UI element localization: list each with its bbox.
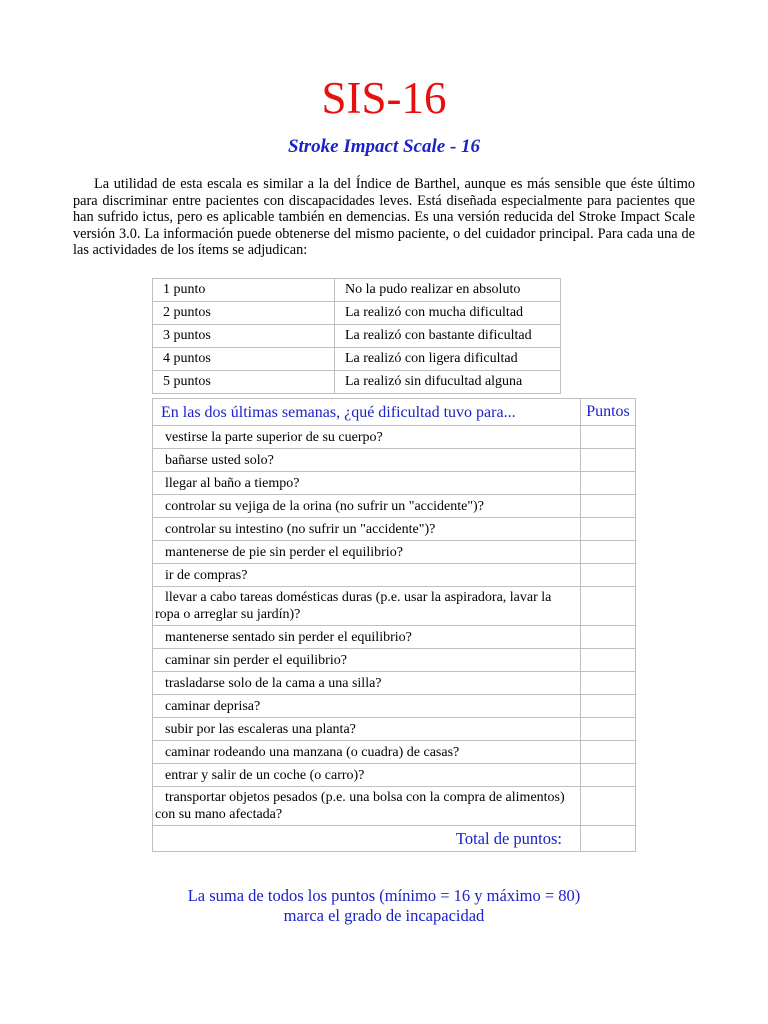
points-cell[interactable] <box>581 764 636 787</box>
points-header: Puntos <box>581 399 636 426</box>
page-subtitle: Stroke Impact Scale - 16 <box>287 136 481 157</box>
question-cell <box>153 518 581 541</box>
points-cell[interactable] <box>581 518 636 541</box>
points-cell[interactable] <box>581 449 636 472</box>
legend-description: La realizó sin difucultad alguna <box>335 371 561 394</box>
points-cell[interactable] <box>581 564 636 587</box>
question-text: mantenerse de pie sin perder el equilibrio? <box>165 544 403 560</box>
question-text: llegar al baño a tiempo? <box>165 475 300 491</box>
question-cell <box>153 449 581 472</box>
total-label: Total de puntos: <box>153 826 581 852</box>
table-row <box>153 695 636 718</box>
points-cell[interactable] <box>581 626 636 649</box>
question-cell <box>153 472 581 495</box>
legend-row <box>153 371 561 394</box>
points-cell[interactable] <box>581 587 636 626</box>
points-cell[interactable] <box>581 787 636 826</box>
table-row <box>153 672 636 695</box>
legend-row <box>153 279 561 302</box>
question-cell <box>153 626 581 649</box>
question-header: En las dos últimas semanas, ¿qué dificultad tuvo para... <box>153 399 581 426</box>
table-row <box>153 787 636 826</box>
points-cell[interactable] <box>581 472 636 495</box>
total-row <box>153 826 636 852</box>
scoring-legend-table <box>152 278 561 394</box>
table-row <box>153 718 636 741</box>
question-text: entrar y salir de un coche (o carro)? <box>165 767 365 783</box>
legend-description: La realizó con ligera dificultad <box>335 348 561 371</box>
points-cell[interactable] <box>581 541 636 564</box>
question-text: subir por las escaleras una planta? <box>165 721 356 737</box>
legend-score: 1 punto <box>153 279 335 302</box>
total-points-cell[interactable] <box>581 826 636 852</box>
question-text: trasladarse solo de la cama a una silla? <box>165 675 382 691</box>
question-cell <box>153 649 581 672</box>
footer-note <box>0 886 768 925</box>
question-text: caminar rodeando una manzana (o cuadra) de casas? <box>165 744 460 760</box>
table-row <box>153 764 636 787</box>
legend-row <box>153 325 561 348</box>
table-row <box>153 564 636 587</box>
table-row <box>153 449 636 472</box>
question-cell <box>153 787 581 826</box>
legend-description: La realizó con bastante dificultad <box>335 325 561 348</box>
points-cell[interactable] <box>581 718 636 741</box>
points-cell[interactable] <box>581 741 636 764</box>
legend-row <box>153 348 561 371</box>
question-cell <box>153 587 581 626</box>
legend-row <box>153 302 561 325</box>
question-text: mantenerse sentado sin perder el equilibrio? <box>165 629 412 645</box>
question-text: caminar deprisa? <box>165 698 261 714</box>
table-row <box>153 518 636 541</box>
table-row <box>153 472 636 495</box>
legend-description: No la pudo realizar en absoluto <box>335 279 561 302</box>
legend-score: 5 puntos <box>153 371 335 394</box>
legend-score: 2 puntos <box>153 302 335 325</box>
question-text: bañarse usted solo? <box>165 452 274 468</box>
legend-description: La realizó con mucha dificultad <box>335 302 561 325</box>
points-cell[interactable] <box>581 426 636 449</box>
question-text: ir de compras? <box>165 567 248 583</box>
question-cell <box>153 426 581 449</box>
table-row <box>153 426 636 449</box>
table-row <box>153 495 636 518</box>
question-text: transportar objetos pesados (p.e. una bolsa con la compra de alimentos) con su mano afectada? <box>155 790 565 822</box>
question-cell <box>153 741 581 764</box>
legend-score: 3 puntos <box>153 325 335 348</box>
question-cell <box>153 718 581 741</box>
question-cell <box>153 541 581 564</box>
table-header-row <box>153 399 636 426</box>
assessment-table <box>152 398 636 852</box>
footer-line-2: marca el grado de incapacidad <box>283 905 485 925</box>
table-row <box>153 587 636 626</box>
question-text: vestirse la parte superior de su cuerpo? <box>165 429 383 445</box>
points-cell[interactable] <box>581 495 636 518</box>
table-row <box>153 541 636 564</box>
question-cell <box>153 672 581 695</box>
question-cell <box>153 495 581 518</box>
table-row <box>153 626 636 649</box>
question-text: controlar su vejiga de la orina (no sufrir un "accidente")? <box>165 498 484 514</box>
footer-line-1: La suma de todos los puntos (mínimo = 16 y máximo = 80) <box>187 886 581 905</box>
legend-score: 4 puntos <box>153 348 335 371</box>
page-title: SIS-16 <box>321 73 447 123</box>
question-cell <box>153 764 581 787</box>
points-cell[interactable] <box>581 649 636 672</box>
question-text: llevar a cabo tareas domésticas duras (p.e. usar la aspiradora, lavar la ropa o arreglar su jardín)? <box>155 590 552 622</box>
points-cell[interactable] <box>581 695 636 718</box>
points-cell[interactable] <box>581 672 636 695</box>
question-text: caminar sin perder el equilibrio? <box>165 652 347 668</box>
question-text: controlar su intestino (no sufrir un "accidente")? <box>165 521 436 537</box>
question-cell <box>153 564 581 587</box>
question-cell <box>153 695 581 718</box>
intro-paragraph: La utilidad de esta escala es similar a la del Índice de Barthel, aunque es más sensible que éste último para discriminar entre pacientes con discapacidades leves. Está diseñada especialmente para pacientes que han sufrido ictus, pero es aplicable también en demencias. Es una versión reducida del Stroke Impact Scale versión 3.0. La información puede obtenerse del mismo paciente, o del cuidador principal. Para cada una de las actividades de los ítems se adjudican: <box>73 176 695 258</box>
table-row <box>153 741 636 764</box>
table-row <box>153 649 636 672</box>
